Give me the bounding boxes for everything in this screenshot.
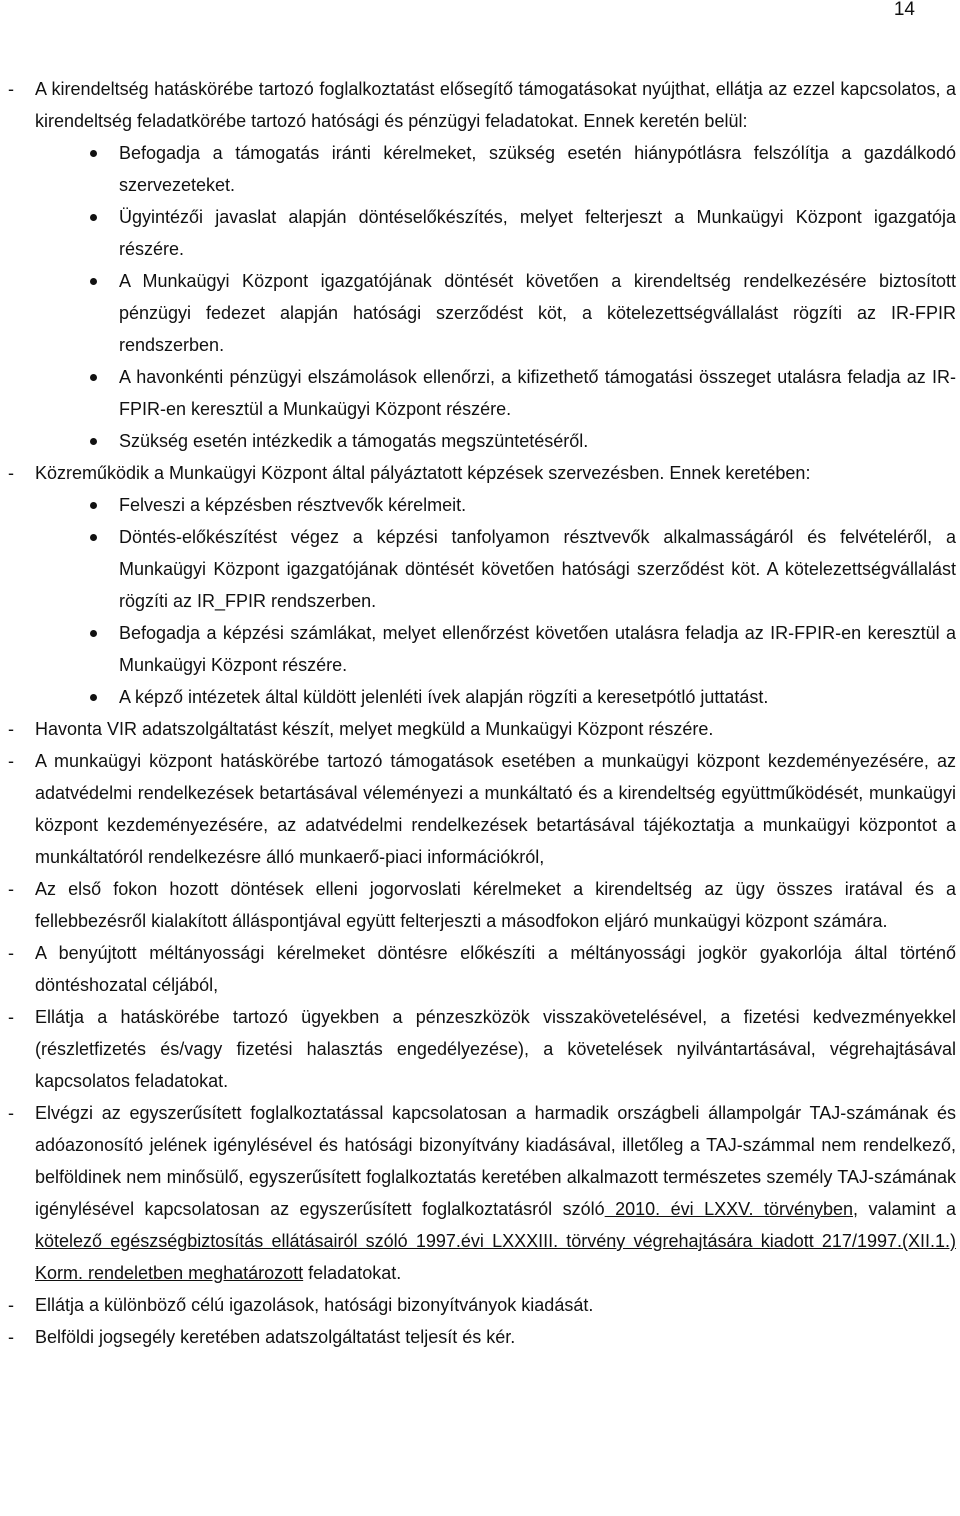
dash-marker: -	[8, 463, 14, 483]
bullet-item	[8, 425, 956, 457]
bullet-list	[8, 137, 956, 457]
text-segment: , valamint a	[853, 1199, 956, 1219]
dash-marker: -	[8, 719, 14, 739]
dash-marker: -	[8, 79, 14, 99]
list-item	[8, 1321, 956, 1353]
bullet-item	[8, 681, 956, 713]
bullet-item	[8, 361, 956, 425]
bullet-dot-icon	[90, 502, 97, 509]
list-item-text: Közreműködik a Munkaügyi Központ által pályáztatott képzések szervezésben. Ennek keretében:	[35, 463, 811, 483]
bullet-list	[8, 489, 956, 713]
dash-marker: -	[8, 751, 14, 771]
list-item-text: Ellátja a különböző célú igazolások, hatósági bizonyítványok kiadását.	[35, 1295, 594, 1315]
text-segment: Elvégzi az egyszerűsített foglalkoztatással kapcsolatosan a harmadik országbeli állampolgár TAJ-számának és adóazonosító jelének igénylésével és hatósági bizonyítvány kiadásával, illetőleg a TAJ-számmal nem rendelkező, belföldinek nem minősülő, egyszerűsített foglalkoztatás keretében alkalmazott természetes személy TAJ-számának igénylésével kapcsolatosan az egyszerűsített foglalkoztatásról szóló	[35, 1103, 956, 1219]
bullet-dot-icon	[90, 630, 97, 637]
list-item-text: Az első fokon hozott döntések elleni jogorvoslati kérelmeket a kirendeltség az ügy összes iratával és a fellebbezésről kialakított álláspontjával együtt felterjeszti a másodfokon eljáró munkaügyi központ számára.	[35, 879, 956, 931]
list-item-text	[35, 1103, 956, 1283]
list-item-text: Havonta VIR adatszolgáltatást készít, melyet megküld a Munkaügyi Központ részére.	[35, 719, 714, 739]
page-number: 14	[893, 0, 915, 20]
list-item-text: A benyújtott méltányossági kérelmeket döntésre előkészíti a méltányossági jogkör gyakorlója által történő döntéshozatal céljából,	[35, 943, 956, 995]
dash-marker: -	[8, 943, 14, 963]
bullet-dot-icon	[90, 694, 97, 701]
bullet-item	[8, 265, 956, 361]
list-item-text: A munkaügyi központ hatáskörébe tartozó támogatások esetében a munkaügyi központ kezdeményezésére, az adatvédelmi rendelkezések betartásával véleményezi a munkáltató és a kirendeltség együttműködését, munkaügyi központ kezdeményezésére, az adatvédelmi rendelkezések betartásával tájékoztatja a munkaügyi központot a munkáltatóról rendelkezésre álló munkaerő-piaci információkról,	[35, 751, 956, 867]
dash-marker: -	[8, 1327, 14, 1347]
bullet-item	[8, 617, 956, 681]
bullet-item	[8, 521, 956, 617]
bullet-text: A képző intézetek által küldött jelenléti ívek alapján rögzíti a keresetpótló juttatást.	[119, 687, 769, 707]
list-item-text: A kirendeltség hatáskörébe tartozó foglalkoztatást elősegítő támogatásokat nyújthat, ellátja az ezzel kapcsolatos, a kirendeltség feladatkörébe tartozó hatósági és pénzügyi feladatokat. Ennek keretén belül:	[35, 79, 956, 131]
list-item	[8, 713, 956, 745]
bullet-dot-icon	[90, 150, 97, 157]
list-item	[8, 1289, 956, 1321]
list-item	[8, 457, 956, 489]
document-body	[8, 73, 956, 1353]
dash-marker: -	[8, 1007, 14, 1027]
list-item	[8, 873, 956, 937]
dash-marker: -	[8, 879, 14, 899]
bullet-text: Ügyintézői javaslat alapján döntéselőkészítés, melyet felterjeszt a Munkaügyi Központ igazgatója részére.	[119, 207, 956, 259]
list-item-text: Belföldi jogsegély keretében adatszolgáltatást teljesít és kér.	[35, 1327, 516, 1347]
dash-marker: -	[8, 1295, 14, 1315]
bullet-item	[8, 201, 956, 265]
law-reference-link[interactable]: 2010. évi LXXV. törvényben	[604, 1199, 854, 1219]
bullet-dot-icon	[90, 438, 97, 445]
text-segment: feladatokat.	[303, 1263, 402, 1283]
bullet-dot-icon	[90, 534, 97, 541]
bullet-item	[8, 137, 956, 201]
bullet-text: Döntés-előkészítést végez a képzési tanfolyamon résztvevők alkalmasságáról és felvételéről, a Munkaügyi Központ igazgatójának döntését követően hatósági szerződést köt. A kötelezettségvállalást rögzíti az IR_FPIR rendszerben.	[119, 527, 956, 611]
bullet-text: Befogadja a képzési számlákat, melyet ellenőrzést követően utalásra feladja az IR-FPIR-en keresztül a Munkaügyi Központ részére.	[119, 623, 956, 675]
list-item	[8, 1001, 956, 1097]
bullet-text: Felveszi a képzésben résztvevők kérelmeit.	[119, 495, 467, 515]
bullet-item	[8, 489, 956, 521]
bullet-text: Szükség esetén intézkedik a támogatás megszüntetéséről.	[119, 431, 589, 451]
regulation-reference-link[interactable]: kötelező egészségbiztosítás ellátásairól szóló 1997.évi LXXXIII. törvény végrehajtására kiadott 217/1997.(XII.1.) Korm. rendeletben meghatározott	[35, 1231, 956, 1283]
bullet-dot-icon	[90, 214, 97, 221]
list-item	[8, 937, 956, 1001]
bullet-text: Befogadja a támogatás iránti kérelmeket, szükség esetén hiánypótlásra felszólítja a gazdálkodó szervezeteket.	[119, 143, 956, 195]
bullet-dot-icon	[90, 278, 97, 285]
dash-marker: -	[8, 1103, 14, 1123]
list-item	[8, 745, 956, 873]
list-item-text: Ellátja a hatáskörébe tartozó ügyekben a pénzeszközök visszakövetelésével, a fizetési kedvezményekkel (részletfizetés és/vagy fizetési halasztás engedélyezése), a követelések nyilvántartásával, végrehajtásával kapcsolatos feladatokat.	[35, 1007, 956, 1091]
list-item	[8, 73, 956, 137]
bullet-dot-icon	[90, 374, 97, 381]
bullet-text: A Munkaügyi Központ igazgatójának döntését követően a kirendeltség rendelkezésére biztosított pénzügyi fedezet alapján hatósági szerződést köt, a kötelezettségvállalást rögzíti az IR-FPIR rendszerben.	[119, 271, 956, 355]
bullet-text: A havonkénti pénzügyi elszámolások ellenőrzi, a kifizethető támogatási összeget utalásra feladja az IR-FPIR-en keresztül a Munkaügyi Központ részére.	[119, 367, 956, 419]
list-item	[8, 1097, 956, 1289]
